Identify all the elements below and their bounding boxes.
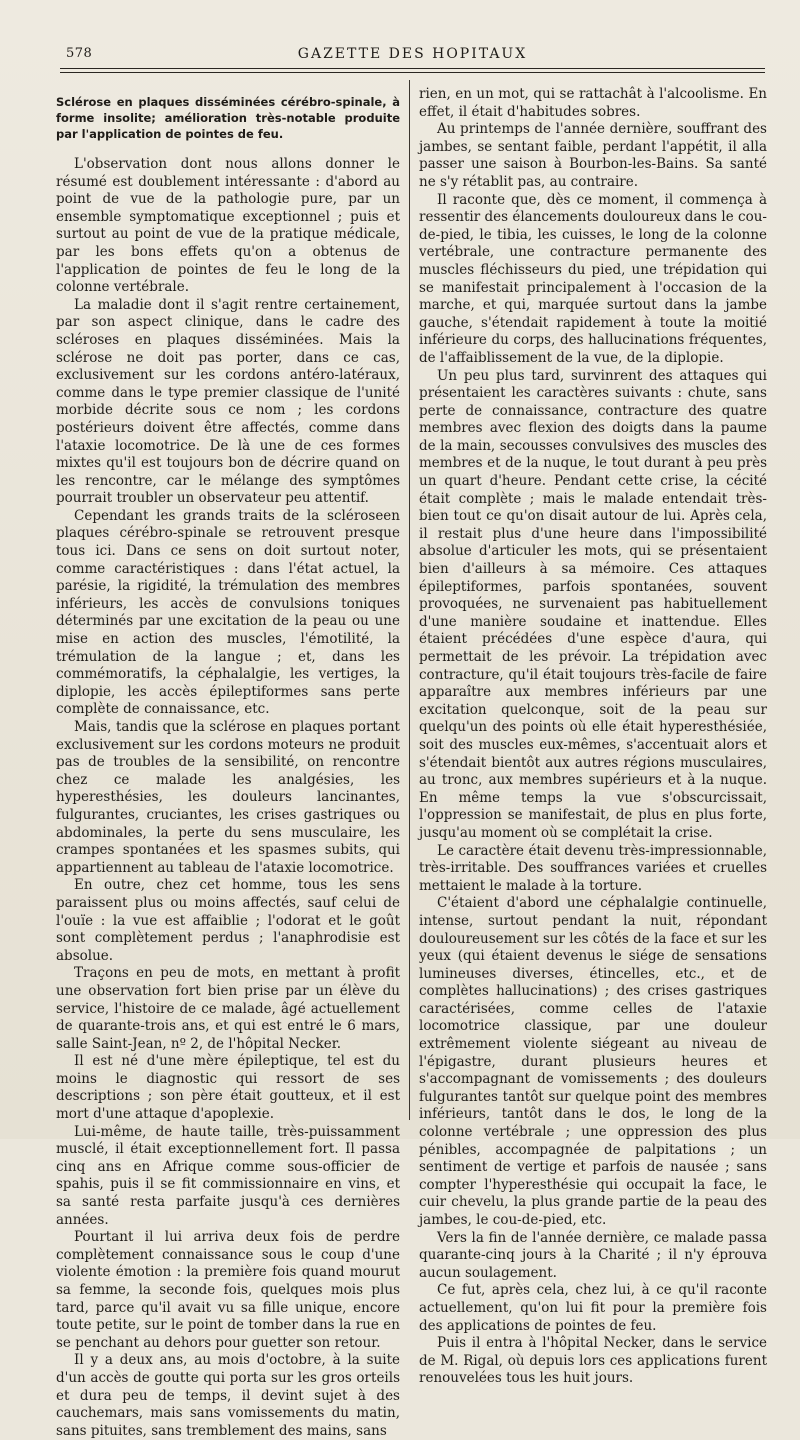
paragraph: L'observation dont nous allons donner le résumé est doublement intéressante : d'abord au point de vue de la pathologie pure, par un ensemble symptomatique exceptionnel ; puis et surtout au point de vue de la pratique médicale, par les bons effets qu'on a obtenus de l'application de pointes de feu le long de la colonne vertébrale. <box>56 156 400 296</box>
paragraph: En outre, chez cet homme, tous les sens paraissent plus ou moins affectés, sauf celui de l'ouïe : la vue est affaiblie ; l'odorat et le goût sont complètement perdus ; l'anaphrodisie est absolue. <box>56 877 400 964</box>
paragraph: Il raconte que, dès ce moment, il commença à ressentir des élancements douloureux dans le cou-de-pied, le tibia, les cuisses, le long de la colonne vertébrale, une contracture permanente des muscles fléchisseurs du pied, une trépidation qui se manifestait principalement à l'occasion de la marche, et qui, marquée surtout dans la jambe gauche, s'étendait rapidement à toute la moitié inférieure du corps, des hallucinations fréquentes, de l'affaiblissement de la vue, de la diplopie. <box>419 191 767 366</box>
paragraph: Lui-même, de haute taille, très-puissamment musclé, il était exceptionnellement fort. Il passa cinq ans en Afrique comme sous-officier de spahis, puis il se fit commissionnaire en vins, et sa santé resta parfaite jusqu'à ces dernières années. <box>56 1123 400 1228</box>
header-rule-thick <box>60 68 765 69</box>
paragraph: Un peu plus tard, survinrent des attaques qui présentaient les caractères suivants : chute, sans perte de connaissance, contracture des quatre membres avec flexion des doigts dans la paume de la main, secousses convulsives des muscles des membres et de la nuque, le tout durant à peu près un quart d'heure. Pendant cette crise, la cécité était complète ; mais le malade entendait très-bien tout ce qu'on disait autour de lui. Après cela, il restait plus d'une heure dans l'impossibilité absolue d'articuler les mots, qui se présentaient bien d'ailleurs à sa mémoire. Ces attaques épileptiformes, parfois spontanées, souvent provoquées, ne survenaient pas habituellement d'une manière soudaine et inattendue. Elles étaient précédées d'une espèce d'aura, qui permettait de les prévoir. La trépidation avec contracture, qu'il était toujours très-facile de faire apparaître aux membres inférieurs par une excitation quelconque, soit de la peau sur quelqu'un des points où elle était hyperesthésiée, soit des muscles eux-mêmes, s'accentuait alors et s'étendait bientôt aux autres régions musculaires, au tronc, aux membres supérieurs et à la nuque. En même temps la vue s'obscurcissait, l'oppression se manifestait, de plus en plus forte, jusqu'au moment où se complétait la crise. <box>419 367 767 841</box>
article-title: Sclérose en plaques disséminées cérébro-spinale, à forme insolite; amélioration très-notable produite par l'application de pointes de feu. <box>56 95 400 141</box>
paragraph: Pourtant il lui arriva deux fois de perdre complètement connaissance sous le coup d'une violente émotion : la première fois quand mourut sa femme, la seconde fois, quelques mois plus tard, parce qu'il avait vu sa fille unique, encore toute petite, sur le point de tomber dans la rue en se penchant au dehors pour guetter son retour. <box>56 1229 400 1351</box>
left-column <box>56 88 400 1440</box>
paragraph: Mais, tandis que la sclérose en plaques portant exclusivement sur les cordons moteurs ne produit pas de troubles de la sensibilité, on rencontre chez ce malade les analgésies, les hyperesthésies, les douleurs lancinantes, fulgurantes, cruciantes, les crises gastriques ou abdominales, la perte du sens musculaire, les crampes spontanées et les spasmes subits, qui appartiennent au tableau de l'ataxie locomotrice. <box>56 719 400 876</box>
page-number: 578 <box>66 46 93 61</box>
page-header <box>60 44 765 64</box>
paragraph: rien, en un mot, qui se rattachât à l'alcoolisme. En effet, il était d'habitudes sobres. <box>419 86 767 120</box>
paragraph: Il y a deux ans, au mois d'octobre, à la suite d'un accès de goutte qui porta sur les gros orteils et dura peu de temps, il devint sujet à des cauchemars, mais sans vomissements du matin, sans pituites, sans tremblement des mains, sans <box>56 1352 400 1439</box>
paragraph: Traçons en peu de mots, en mettant à profit une observation fort bien prise par un élève du service, l'histoire de ce malade, âgé actuellement de quarante-trois ans, et qui est entré le 6 mars, salle Saint-Jean, nº 2, de l'hôpital Necker. <box>56 965 400 1052</box>
paragraph: Il est né d'une mère épileptique, tel est du moins le diagnostic qui ressort de ses descriptions ; son père était goutteux, et il est mort d'une attaque d'apoplexie. <box>56 1053 400 1123</box>
right-column <box>419 86 767 1388</box>
paragraph: Au printemps de l'année dernière, souffrant des jambes, se sentant faible, perdant l'appétit, il alla passer une saison à Bourbon-les-Bains. Sa santé ne s'y rétablit pas, au contraire. <box>419 121 767 190</box>
column-separator <box>409 80 410 1120</box>
paragraph: Puis il entra à l'hôpital Necker, dans le service de M. Rigal, où depuis lors ces applications furent renouvelées tous les huit jours. <box>419 1335 767 1387</box>
header-rule-thin <box>60 72 765 73</box>
paragraph: C'étaient d'abord une céphalalgie continuelle, intense, surtout pendant la nuit, répondant douloureusement sur les côtés de la face et sur les yeux (qui étaient devenus le siége de sensations lumineuses diverses, étincelles, etc., et de complètes hallucinations) ; des crises gastriques caractérisées, comme celles de l'ataxie locomotrice classique, par une douleur extrêmement violente siégeant au niveau de l'épigastre, durant plusieurs heures et s'accompagnant de vomissements ; des douleurs fulgurantes tantôt sur quelque point des membres inférieurs, tantôt dans le dos, le long de la colonne vertébrale ; une oppression des plus pénibles, accompagnée de palpitations ; un sentiment de vertige et parfois de nausée ; sans compter l'hyperesthésie qui occupait la face, le cuir chevelu, la plus grande partie de la peau des jambes, le cou-de-pied, etc. <box>419 895 767 1228</box>
paragraph: Le caractère était devenu très-impressionnable, très-irritable. Des souffrances variées et cruelles mettaient le malade à la torture. <box>419 842 767 894</box>
paragraph: Ce fut, après cela, chez lui, à ce qu'il raconte actuellement, qu'on lui fit pour la première fois des applications de pointes de feu. <box>419 1282 767 1334</box>
paragraph: Cependant les grands traits de la scléroseen plaques cérébro-spinale se retrouvent presque tous ici. Dans ce sens on doit surtout noter, comme caractéristiques : dans l'état actuel, la parésie, la rigidité, la trémulation des membres inférieurs, les accès de convulsions toniques déterminés par une excitation de la peau ou une mise en action des muscles, l'émotilité, la trémulation de la langue ; et, dans les commémoratifs, la céphalalgie, les vertiges, la diplopie, les accès épileptiformes sans perte complète de connaissance, etc. <box>56 507 400 718</box>
paragraph: Vers la fin de l'année dernière, ce malade passa quarante-cinq jours à la Charité ; il n'y éprouva aucun soulagement. <box>419 1229 767 1281</box>
running-title: GAZETTE DES HOPITAUX <box>297 46 528 62</box>
paragraph: La maladie dont il s'agit rentre certainement, par son aspect clinique, dans le cadre des scléroses en plaques disséminées. Mais la sclérose ne doit pas porter, dans ce cas, exclusivement sur les cordons antéro-latéraux, comme dans le type premier classique de l'unité morbide décrite sous ce nom ; les cordons postérieurs doivent être affectés, comme dans l'ataxie locomotrice. De là une de ces formes mixtes qu'il est toujours bon de décrire quand on les rencontre, car le mélange des symptômes pourrait troubler un observateur peu attentif. <box>56 296 400 507</box>
